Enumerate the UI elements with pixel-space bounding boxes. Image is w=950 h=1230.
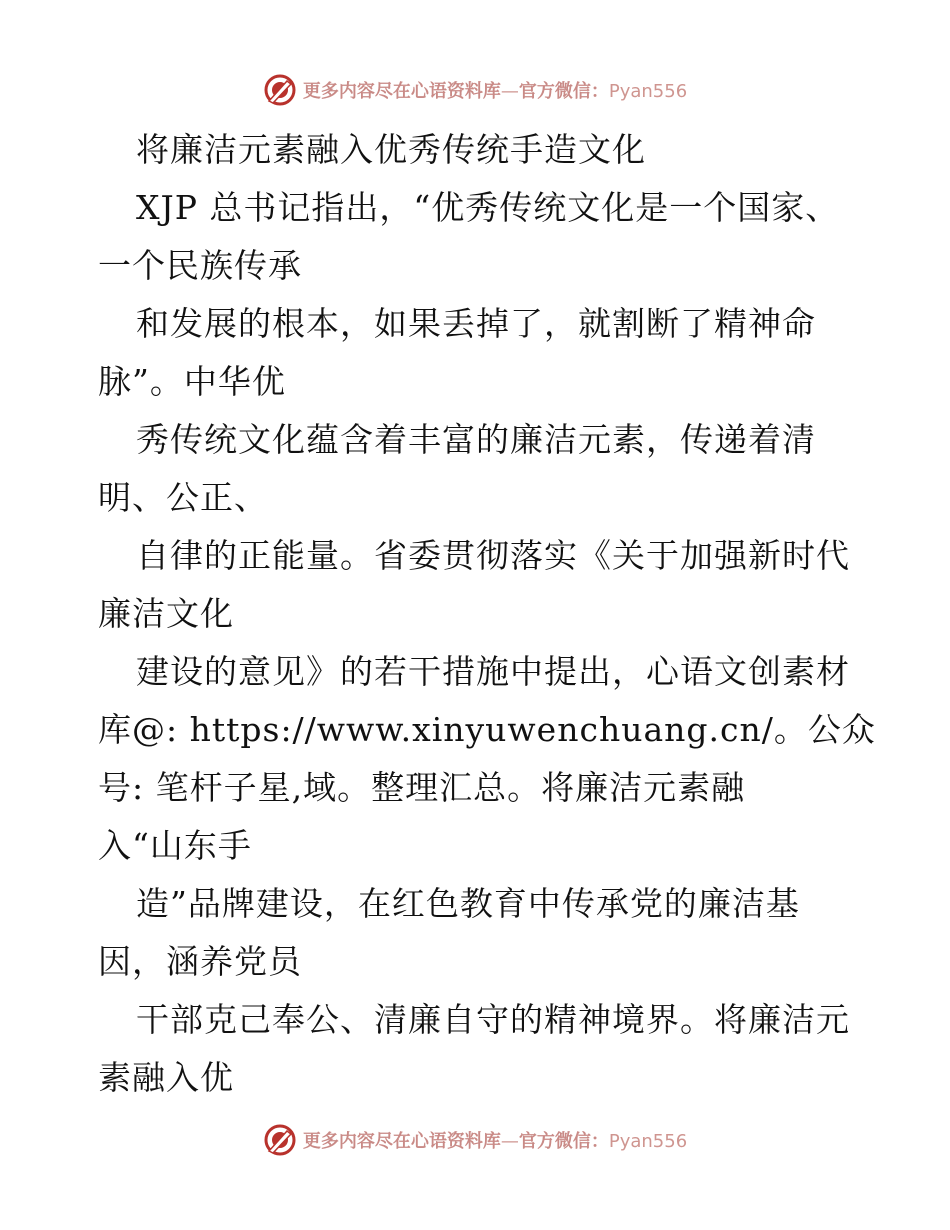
paragraph-line: 号: 笔杆子星,域。整理汇总。将廉洁元素融	[98, 768, 746, 807]
paragraph-line: 秀传统文化蕴含着丰富的廉洁元素，传递着清	[136, 420, 816, 459]
paragraph-line: 造”品牌建设，在红色教育中传承党的廉洁基	[136, 884, 800, 923]
paragraph-line: 入“山东手	[98, 826, 252, 865]
banner-wechat-label: 官方微信：	[518, 1131, 609, 1152]
banner-wechat-label: 官方微信：	[518, 81, 609, 102]
paragraph-line: 建设的意见》的若干措施中提出，心语文创素材	[136, 652, 850, 691]
pen-logo-icon	[263, 73, 297, 107]
paragraph-line-url: 库@: https://www.xinyuwenchuang.cn/。公众	[98, 710, 876, 749]
pen-logo-icon	[263, 1123, 297, 1157]
paragraph-line: 素融入优	[98, 1058, 234, 1097]
banner-main-text: 更多内容尽在心语资料库	[302, 1131, 501, 1152]
banner-wechat-id: Pyan556	[608, 1131, 688, 1152]
paragraph-line: 一个民族传承	[98, 246, 302, 285]
paragraph-line: 干部克己奉公、清廉自守的精神境界。将廉洁元	[136, 1000, 850, 1039]
banner-dash: —	[500, 81, 519, 102]
paragraph-line: 自律的正能量。省委贯彻落实《关于加强新时代	[136, 536, 850, 575]
banner-dash: —	[500, 1131, 519, 1152]
paragraph-line: 和发展的根本，如果丢掉了，就割断了精神命	[136, 304, 816, 343]
footer-watermark-banner	[0, 1120, 950, 1160]
paragraph-line: 因，涵养党员	[98, 942, 302, 981]
banner-wechat-id: Pyan556	[608, 81, 688, 102]
paragraph-line: 廉洁文化	[98, 594, 234, 633]
paragraph-line: 脉”。中华优	[98, 362, 286, 401]
paragraph-line: XJP 总书记指出，“优秀传统文化是一个国家、	[136, 188, 840, 227]
header-watermark-banner	[0, 70, 950, 110]
document-title: 将廉洁元素融入优秀传统手造文化	[136, 130, 646, 169]
paragraph-line: 明、公正、	[98, 478, 268, 517]
banner-main-text: 更多内容尽在心语资料库	[302, 81, 501, 102]
